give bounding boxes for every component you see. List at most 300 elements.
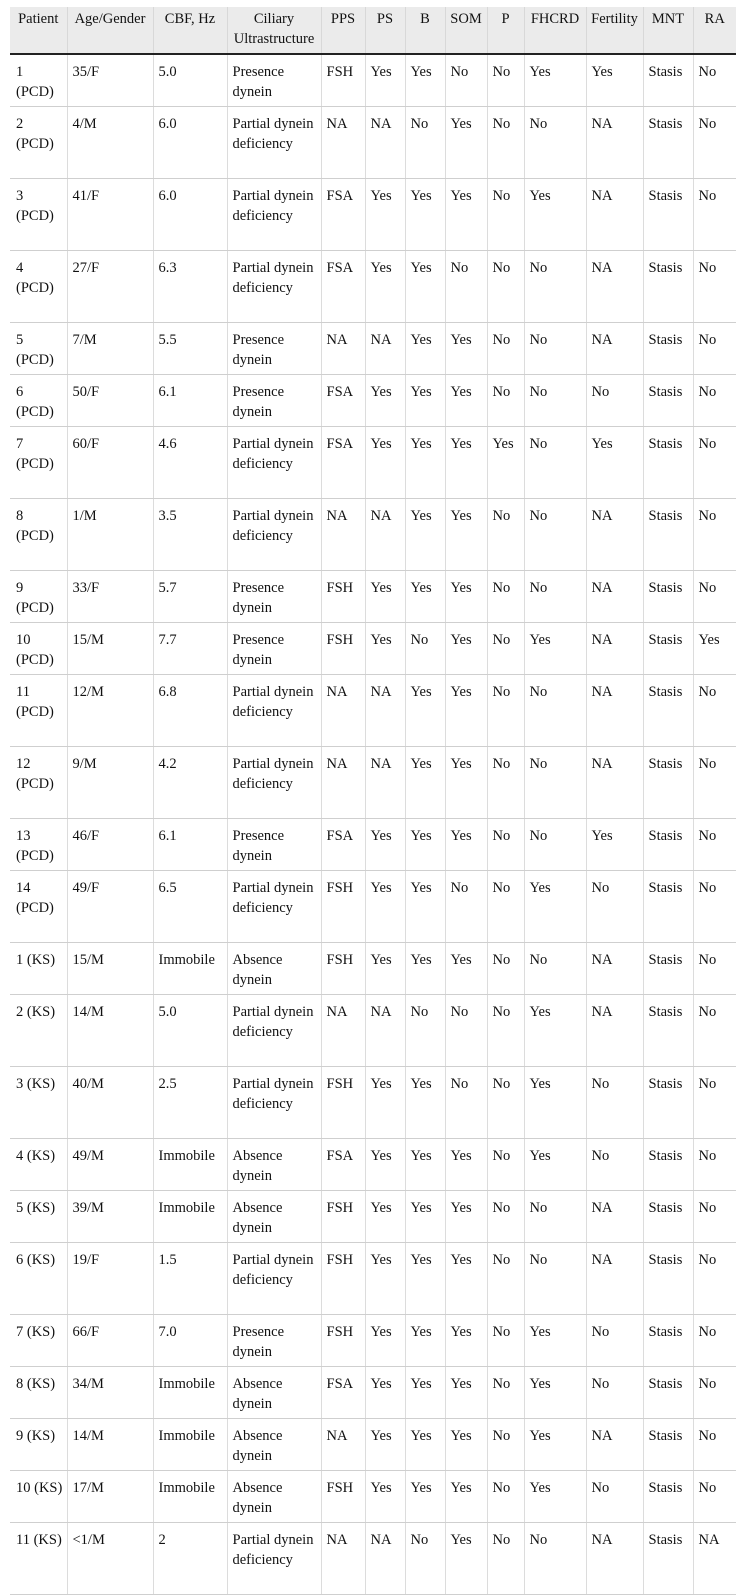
cell-cbf: 5.0	[153, 995, 227, 1067]
header-fertility: Fertility	[586, 7, 643, 54]
cell-ciliary-ultrastructure: Partial dynein deficiency	[227, 107, 321, 179]
cell-cbf: 6.0	[153, 107, 227, 179]
header-ciliary-ultrastructure: Ciliary Ultrastructure	[227, 7, 321, 54]
cell-som: Yes	[445, 1471, 487, 1523]
cell-ra: No	[693, 323, 736, 375]
table-row	[10, 323, 736, 375]
cell-patient: 9 (PCD)	[10, 571, 67, 623]
cell-som: No	[445, 995, 487, 1067]
cell-ra: No	[693, 819, 736, 871]
cell-fertility: NA	[586, 251, 643, 323]
cell-mnt: Stasis	[643, 1191, 693, 1243]
cell-ra: No	[693, 1367, 736, 1419]
table-row	[10, 1419, 736, 1471]
cell-b: Yes	[405, 1471, 445, 1523]
cell-pps: FSH	[321, 871, 365, 943]
cell-mnt: Stasis	[643, 1067, 693, 1139]
cell-som: Yes	[445, 375, 487, 427]
table-row	[10, 251, 736, 323]
cell-fhcrd: No	[524, 747, 586, 819]
cell-b: Yes	[405, 675, 445, 747]
cell-mnt: Stasis	[643, 747, 693, 819]
cell-mnt: Stasis	[643, 995, 693, 1067]
cell-patient: 1 (KS)	[10, 943, 67, 995]
cell-patient: 11 (KS)	[10, 1523, 67, 1595]
cell-mnt: Stasis	[643, 1243, 693, 1315]
cell-fhcrd: No	[524, 499, 586, 571]
cell-mnt: Stasis	[643, 1315, 693, 1367]
table-row	[10, 1067, 736, 1139]
cell-age-gender: 49/F	[67, 871, 153, 943]
cell-ps: Yes	[365, 1191, 405, 1243]
table-row	[10, 54, 736, 107]
header-b: B	[405, 7, 445, 54]
cell-ps: NA	[365, 1523, 405, 1595]
cell-age-gender: 15/M	[67, 943, 153, 995]
cell-p: No	[487, 323, 524, 375]
cell-b: Yes	[405, 571, 445, 623]
cell-ra: No	[693, 179, 736, 251]
cell-age-gender: 35/F	[67, 54, 153, 107]
cell-pps: NA	[321, 995, 365, 1067]
cell-b: Yes	[405, 251, 445, 323]
cell-ra: No	[693, 1191, 736, 1243]
table-row	[10, 1523, 736, 1595]
cell-cbf: 7.7	[153, 623, 227, 675]
cell-fhcrd: No	[524, 943, 586, 995]
table-row	[10, 179, 736, 251]
header-ra: RA	[693, 7, 736, 54]
cell-pps: FSH	[321, 54, 365, 107]
cell-ps: NA	[365, 995, 405, 1067]
cell-pps: FSA	[321, 251, 365, 323]
cell-cbf: 3.5	[153, 499, 227, 571]
cell-ciliary-ultrastructure: Partial dynein deficiency	[227, 1243, 321, 1315]
cell-p: No	[487, 819, 524, 871]
cell-ra: No	[693, 499, 736, 571]
cell-ciliary-ultrastructure: Partial dynein deficiency	[227, 427, 321, 499]
cell-ciliary-ultrastructure: Presence dynein	[227, 54, 321, 107]
cell-pps: FSH	[321, 571, 365, 623]
cell-ciliary-ultrastructure: Absence dynein	[227, 1139, 321, 1191]
cell-ps: Yes	[365, 1315, 405, 1367]
cell-patient: 8 (KS)	[10, 1367, 67, 1419]
cell-age-gender: 66/F	[67, 1315, 153, 1367]
cell-cbf: 6.5	[153, 871, 227, 943]
cell-ra: No	[693, 747, 736, 819]
cell-fhcrd: Yes	[524, 1367, 586, 1419]
cell-ra: No	[693, 107, 736, 179]
cell-p: No	[487, 1191, 524, 1243]
cell-b: Yes	[405, 427, 445, 499]
cell-b: No	[405, 107, 445, 179]
cell-ra: NA	[693, 1523, 736, 1595]
cell-b: Yes	[405, 747, 445, 819]
cell-cbf: Immobile	[153, 943, 227, 995]
cell-b: Yes	[405, 375, 445, 427]
cell-patient: 6 (KS)	[10, 1243, 67, 1315]
cell-ra: No	[693, 1243, 736, 1315]
cell-ra: No	[693, 1315, 736, 1367]
patient-data-table	[10, 7, 736, 1595]
cell-ciliary-ultrastructure: Presence dynein	[227, 375, 321, 427]
cell-ra: No	[693, 1139, 736, 1191]
cell-som: No	[445, 871, 487, 943]
cell-b: No	[405, 995, 445, 1067]
header-mnt: MNT	[643, 7, 693, 54]
cell-fertility: NA	[586, 675, 643, 747]
cell-pps: FSH	[321, 1471, 365, 1523]
cell-cbf: 5.0	[153, 54, 227, 107]
cell-ps: Yes	[365, 1419, 405, 1471]
cell-fertility: NA	[586, 747, 643, 819]
cell-fertility: NA	[586, 943, 643, 995]
cell-p: No	[487, 943, 524, 995]
cell-ra: No	[693, 675, 736, 747]
cell-ciliary-ultrastructure: Absence dynein	[227, 1191, 321, 1243]
cell-ra: No	[693, 375, 736, 427]
cell-ps: Yes	[365, 427, 405, 499]
cell-ps: Yes	[365, 1139, 405, 1191]
cell-b: Yes	[405, 1315, 445, 1367]
cell-patient: 14 (PCD)	[10, 871, 67, 943]
cell-age-gender: 4/M	[67, 107, 153, 179]
cell-b: Yes	[405, 499, 445, 571]
cell-fertility: NA	[586, 179, 643, 251]
cell-cbf: Immobile	[153, 1191, 227, 1243]
cell-fhcrd: No	[524, 107, 586, 179]
cell-p: No	[487, 107, 524, 179]
cell-b: Yes	[405, 1067, 445, 1139]
cell-age-gender: 41/F	[67, 179, 153, 251]
header-patient: Patient	[10, 7, 67, 54]
cell-ra: No	[693, 1471, 736, 1523]
cell-fhcrd: No	[524, 1243, 586, 1315]
cell-ciliary-ultrastructure: Absence dynein	[227, 1471, 321, 1523]
cell-som: No	[445, 1067, 487, 1139]
cell-b: Yes	[405, 1243, 445, 1315]
cell-age-gender: 12/M	[67, 675, 153, 747]
cell-pps: FSA	[321, 819, 365, 871]
header-age-gender: Age/Gender	[67, 7, 153, 54]
cell-mnt: Stasis	[643, 871, 693, 943]
cell-mnt: Stasis	[643, 571, 693, 623]
cell-age-gender: 50/F	[67, 375, 153, 427]
cell-pps: NA	[321, 675, 365, 747]
cell-fertility: No	[586, 1315, 643, 1367]
cell-mnt: Stasis	[643, 107, 693, 179]
cell-cbf: 7.0	[153, 1315, 227, 1367]
cell-mnt: Stasis	[643, 819, 693, 871]
cell-age-gender: 60/F	[67, 427, 153, 499]
cell-patient: 10 (KS)	[10, 1471, 67, 1523]
cell-p: No	[487, 623, 524, 675]
cell-ps: Yes	[365, 375, 405, 427]
cell-fertility: NA	[586, 107, 643, 179]
cell-ps: Yes	[365, 1471, 405, 1523]
cell-som: Yes	[445, 323, 487, 375]
header-fhcrd: FHCRD	[524, 7, 586, 54]
cell-patient: 5 (PCD)	[10, 323, 67, 375]
cell-fertility: No	[586, 375, 643, 427]
cell-p: No	[487, 747, 524, 819]
cell-cbf: 5.5	[153, 323, 227, 375]
cell-som: Yes	[445, 819, 487, 871]
cell-p: No	[487, 571, 524, 623]
table-row	[10, 1315, 736, 1367]
cell-ps: Yes	[365, 1243, 405, 1315]
cell-fhcrd: Yes	[524, 1315, 586, 1367]
table-row	[10, 427, 736, 499]
cell-age-gender: 49/M	[67, 1139, 153, 1191]
cell-som: No	[445, 251, 487, 323]
cell-fhcrd: Yes	[524, 179, 586, 251]
cell-som: Yes	[445, 1523, 487, 1595]
cell-fhcrd: Yes	[524, 995, 586, 1067]
cell-mnt: Stasis	[643, 1419, 693, 1471]
cell-ra: Yes	[693, 623, 736, 675]
cell-som: Yes	[445, 1191, 487, 1243]
cell-age-gender: <1/M	[67, 1523, 153, 1595]
cell-ciliary-ultrastructure: Partial dynein deficiency	[227, 995, 321, 1067]
header-som: SOM	[445, 7, 487, 54]
cell-b: Yes	[405, 323, 445, 375]
cell-cbf: Immobile	[153, 1139, 227, 1191]
cell-ra: No	[693, 1419, 736, 1471]
cell-ps: NA	[365, 499, 405, 571]
cell-som: Yes	[445, 427, 487, 499]
header-cbf: CBF, Hz	[153, 7, 227, 54]
cell-mnt: Stasis	[643, 499, 693, 571]
cell-mnt: Stasis	[643, 943, 693, 995]
cell-age-gender: 39/M	[67, 1191, 153, 1243]
cell-b: Yes	[405, 54, 445, 107]
cell-ciliary-ultrastructure: Partial dynein deficiency	[227, 499, 321, 571]
cell-patient: 7 (KS)	[10, 1315, 67, 1367]
cell-fertility: NA	[586, 1523, 643, 1595]
cell-age-gender: 46/F	[67, 819, 153, 871]
cell-som: Yes	[445, 943, 487, 995]
cell-pps: NA	[321, 323, 365, 375]
cell-mnt: Stasis	[643, 54, 693, 107]
cell-fertility: NA	[586, 571, 643, 623]
cell-som: Yes	[445, 571, 487, 623]
cell-pps: FSH	[321, 623, 365, 675]
cell-patient: 9 (KS)	[10, 1419, 67, 1471]
table-row	[10, 675, 736, 747]
table-row	[10, 871, 736, 943]
cell-ps: NA	[365, 675, 405, 747]
cell-p: No	[487, 54, 524, 107]
cell-fhcrd: Yes	[524, 871, 586, 943]
cell-age-gender: 33/F	[67, 571, 153, 623]
cell-cbf: 6.8	[153, 675, 227, 747]
table-row	[10, 375, 736, 427]
cell-ps: Yes	[365, 1067, 405, 1139]
cell-fertility: Yes	[586, 54, 643, 107]
cell-pps: FSH	[321, 943, 365, 995]
cell-cbf: 1.5	[153, 1243, 227, 1315]
header-pps: PPS	[321, 7, 365, 54]
cell-pps: NA	[321, 499, 365, 571]
cell-p: No	[487, 1471, 524, 1523]
cell-cbf: 2.5	[153, 1067, 227, 1139]
cell-mnt: Stasis	[643, 179, 693, 251]
cell-p: No	[487, 1419, 524, 1471]
cell-b: Yes	[405, 819, 445, 871]
cell-b: Yes	[405, 1367, 445, 1419]
cell-ciliary-ultrastructure: Partial dynein deficiency	[227, 179, 321, 251]
cell-ps: NA	[365, 747, 405, 819]
cell-cbf: 6.0	[153, 179, 227, 251]
cell-fhcrd: Yes	[524, 1419, 586, 1471]
cell-pps: FSH	[321, 1243, 365, 1315]
cell-ps: Yes	[365, 571, 405, 623]
cell-ps: Yes	[365, 943, 405, 995]
cell-pps: FSH	[321, 1067, 365, 1139]
table-header-row	[10, 7, 736, 54]
cell-age-gender: 40/M	[67, 1067, 153, 1139]
table-container	[10, 7, 736, 1595]
cell-p: Yes	[487, 427, 524, 499]
cell-fertility: Yes	[586, 819, 643, 871]
table-row	[10, 1139, 736, 1191]
cell-ciliary-ultrastructure: Partial dynein deficiency	[227, 871, 321, 943]
cell-p: No	[487, 1243, 524, 1315]
cell-som: Yes	[445, 623, 487, 675]
cell-ra: No	[693, 251, 736, 323]
cell-ciliary-ultrastructure: Partial dynein deficiency	[227, 675, 321, 747]
cell-fertility: NA	[586, 1243, 643, 1315]
cell-fhcrd: No	[524, 571, 586, 623]
cell-fertility: Yes	[586, 427, 643, 499]
cell-fertility: No	[586, 1367, 643, 1419]
cell-ps: Yes	[365, 251, 405, 323]
cell-mnt: Stasis	[643, 675, 693, 747]
header-p: P	[487, 7, 524, 54]
cell-fertility: NA	[586, 995, 643, 1067]
cell-fertility: No	[586, 1067, 643, 1139]
cell-patient: 2 (PCD)	[10, 107, 67, 179]
cell-age-gender: 14/M	[67, 1419, 153, 1471]
cell-b: No	[405, 623, 445, 675]
cell-patient: 11 (PCD)	[10, 675, 67, 747]
cell-p: No	[487, 499, 524, 571]
cell-som: Yes	[445, 499, 487, 571]
cell-fertility: NA	[586, 1419, 643, 1471]
cell-patient: 13 (PCD)	[10, 819, 67, 871]
cell-mnt: Stasis	[643, 1139, 693, 1191]
cell-p: No	[487, 675, 524, 747]
cell-cbf: 6.1	[153, 375, 227, 427]
cell-patient: 12 (PCD)	[10, 747, 67, 819]
cell-ps: Yes	[365, 179, 405, 251]
cell-patient: 2 (KS)	[10, 995, 67, 1067]
cell-cbf: Immobile	[153, 1419, 227, 1471]
cell-ciliary-ultrastructure: Absence dynein	[227, 1419, 321, 1471]
cell-p: No	[487, 995, 524, 1067]
cell-ciliary-ultrastructure: Presence dynein	[227, 323, 321, 375]
table-row	[10, 995, 736, 1067]
cell-b: Yes	[405, 1191, 445, 1243]
cell-ra: No	[693, 943, 736, 995]
cell-som: Yes	[445, 107, 487, 179]
cell-b: No	[405, 1523, 445, 1595]
cell-b: Yes	[405, 943, 445, 995]
cell-p: No	[487, 1315, 524, 1367]
cell-age-gender: 9/M	[67, 747, 153, 819]
table-row	[10, 107, 736, 179]
cell-fhcrd: No	[524, 1523, 586, 1595]
cell-cbf: 6.3	[153, 251, 227, 323]
cell-p: No	[487, 1523, 524, 1595]
cell-fhcrd: Yes	[524, 1139, 586, 1191]
cell-pps: NA	[321, 1419, 365, 1471]
cell-fhcrd: No	[524, 427, 586, 499]
cell-cbf: 6.1	[153, 819, 227, 871]
cell-som: Yes	[445, 1139, 487, 1191]
cell-ps: Yes	[365, 819, 405, 871]
cell-age-gender: 1/M	[67, 499, 153, 571]
cell-ra: No	[693, 54, 736, 107]
cell-pps: NA	[321, 747, 365, 819]
cell-pps: FSA	[321, 1367, 365, 1419]
cell-mnt: Stasis	[643, 323, 693, 375]
header-ps: PS	[365, 7, 405, 54]
cell-fhcrd: No	[524, 375, 586, 427]
cell-ciliary-ultrastructure: Absence dynein	[227, 1367, 321, 1419]
cell-ra: No	[693, 427, 736, 499]
cell-fhcrd: No	[524, 1191, 586, 1243]
cell-ciliary-ultrastructure: Partial dynein deficiency	[227, 251, 321, 323]
cell-p: No	[487, 1067, 524, 1139]
cell-fhcrd: No	[524, 819, 586, 871]
cell-b: Yes	[405, 1419, 445, 1471]
cell-som: Yes	[445, 1419, 487, 1471]
cell-pps: FSA	[321, 375, 365, 427]
cell-b: Yes	[405, 1139, 445, 1191]
cell-age-gender: 34/M	[67, 1367, 153, 1419]
cell-fertility: NA	[586, 323, 643, 375]
cell-som: Yes	[445, 1315, 487, 1367]
cell-som: Yes	[445, 179, 487, 251]
cell-age-gender: 15/M	[67, 623, 153, 675]
cell-fhcrd: Yes	[524, 1471, 586, 1523]
cell-ciliary-ultrastructure: Presence dynein	[227, 571, 321, 623]
cell-ciliary-ultrastructure: Partial dynein deficiency	[227, 1523, 321, 1595]
table-row	[10, 747, 736, 819]
table-row	[10, 1191, 736, 1243]
cell-fhcrd: No	[524, 675, 586, 747]
cell-mnt: Stasis	[643, 623, 693, 675]
cell-p: No	[487, 375, 524, 427]
cell-age-gender: 7/M	[67, 323, 153, 375]
cell-ps: Yes	[365, 623, 405, 675]
cell-patient: 8 (PCD)	[10, 499, 67, 571]
cell-patient: 10 (PCD)	[10, 623, 67, 675]
cell-fhcrd: No	[524, 323, 586, 375]
cell-mnt: Stasis	[643, 1523, 693, 1595]
cell-ciliary-ultrastructure: Presence dynein	[227, 819, 321, 871]
cell-ra: No	[693, 995, 736, 1067]
cell-b: Yes	[405, 871, 445, 943]
cell-cbf: Immobile	[153, 1367, 227, 1419]
cell-ra: No	[693, 571, 736, 623]
cell-p: No	[487, 179, 524, 251]
cell-ra: No	[693, 871, 736, 943]
cell-pps: NA	[321, 107, 365, 179]
cell-ciliary-ultrastructure: Presence dynein	[227, 1315, 321, 1367]
